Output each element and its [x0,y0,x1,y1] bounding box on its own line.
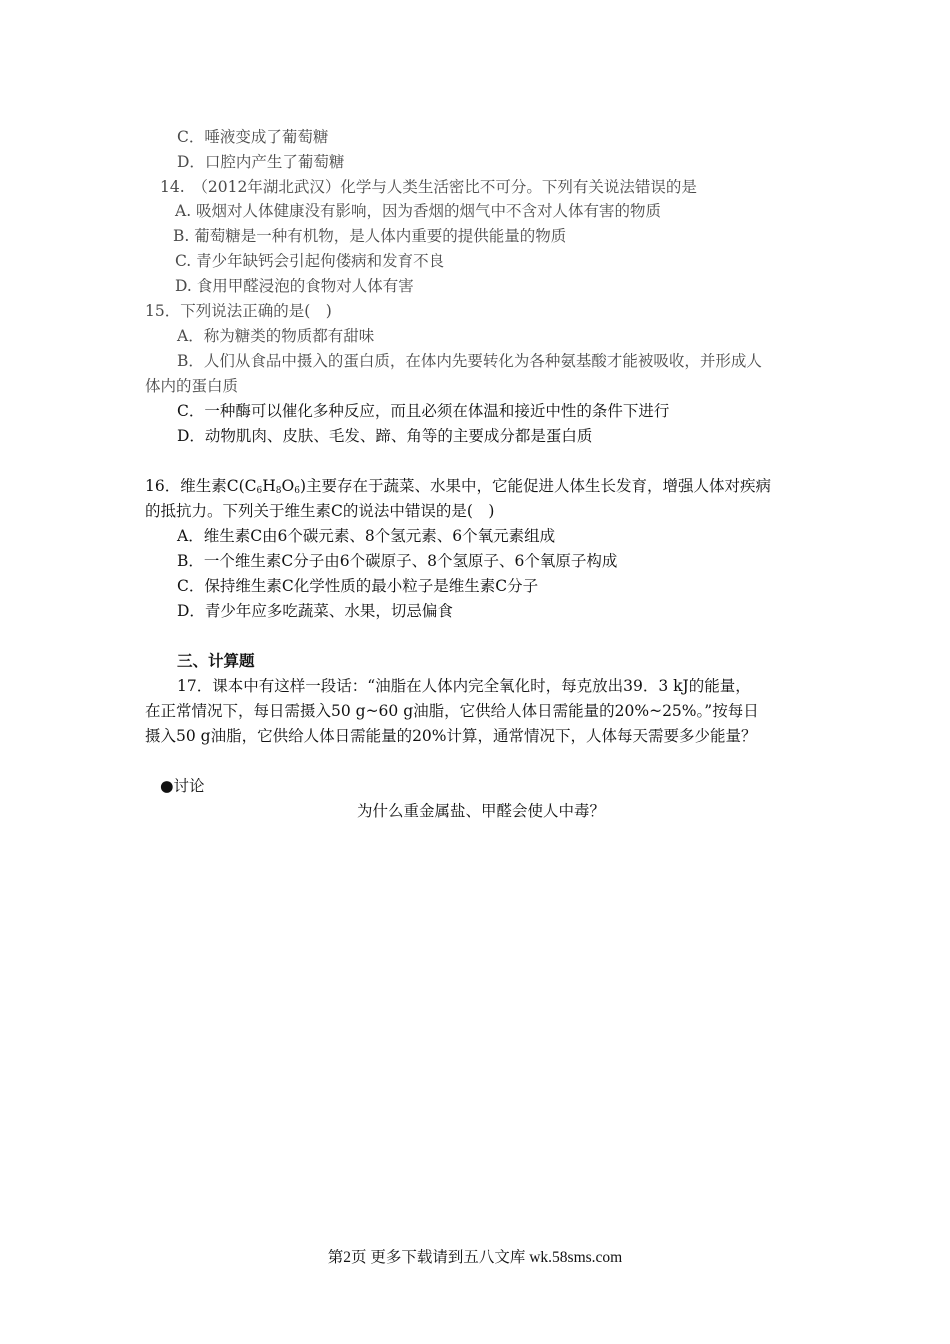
q16-stem-line1: 16．维生素$C(C_6H_8O_6)$主要存在于蔬菜、水果中，它能促进人体生长发育，增强人体对疾病 [145,477,772,496]
q14-option-c: C. 青少年缺钙会引起佝偻病和发育不良 [175,252,445,270]
q17-line1: 17．课本中有这样一段话：“油脂在人体内完全氧化时，每克放出39．3 kJ的能量， [177,677,751,695]
q15-option-d: D．动物肌肉、皮肤、毛发、蹄、角等的主要成分都是蛋白质 [177,427,593,445]
q14-option-d: D. 食用甲醛浸泡的食物对人体有害 [175,277,414,295]
q15-option-a: A．称为糖类的物质都有甜味 [177,327,375,345]
q17-line2: 在正常情况下，每日需摄入50 g~60 g油脂，它供给人体日需能量的20%~25%。”按每日 [145,702,759,720]
q13-option-c: C．唾液变成了葡萄糖 [177,128,329,146]
page-footer: 第2页 更多下载请到五八文库 wk.58sms.com [327,1249,623,1266]
q15-stem: 15．下列说法正确的是( ) [145,302,332,320]
q16-option-b: B．一个维生素C分子由6个碳原子、8个氢原子、6个氧原子构成 [177,552,618,570]
q16-option-c: C．保持维生素C化学性质的最小粒子是维生素C分子 [177,577,539,595]
q15-option-c: C．一种酶可以催化多种反应，而且必须在体温和接近中性的条件下进行 [177,402,670,420]
discussion-question: 为什么重金属盐、甲醛会使人中毒？ [357,802,606,820]
q16-stem-line2: 的抵抗力。下列关于维生素C的说法中错误的是( ) [145,502,495,520]
discussion-label: ●讨论 [160,777,205,795]
q16-option-d: D．青少年应多吃蔬菜、水果，切忌偏食 [177,602,453,620]
section-heading-calculation: 三、计算题 [177,651,255,670]
q14-option-b: B. 葡萄糖是一种有机物，是人体内重要的提供能量的物质 [173,227,567,245]
q15-option-b-line2: 体内的蛋白质 [145,377,239,395]
q13-option-d: D．口腔内产生了葡萄糖 [177,153,345,171]
q14-option-a: A. 吸烟对人体健康没有影响，因为香烟的烟气中不含对人体有害的物质 [175,202,662,220]
q17-line3: 摄入50 g油脂，它供给人体日需能量的20%计算，通常情况下，人体每天需要多少能量？ [145,727,757,745]
q16-option-a: A．维生素C由6个碳元素、8个氢元素、6个氧元素组成 [177,527,556,545]
q15-option-b-line1: B．人们从食品中摄入的蛋白质，在体内先要转化为各种氨基酸才能被吸收，并形成人 [177,352,762,370]
q14-stem: 14. （2012年湖北武汉）化学与人类生活密比不可分。下列有关说法错误的是 [160,178,697,196]
